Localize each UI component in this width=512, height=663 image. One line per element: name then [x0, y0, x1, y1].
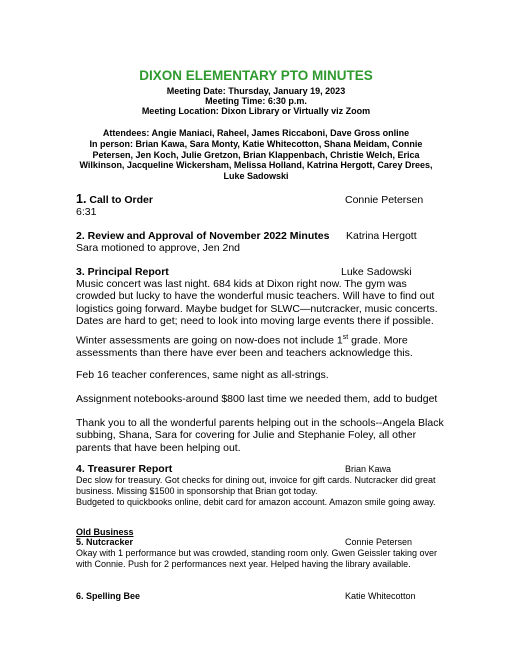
- section-nutcracker-heading: [76, 537, 133, 547]
- principal-paragraph-2: [76, 332, 446, 359]
- nutcracker-body: Okay with 1 performance but was crowded, standing room only. Gwen Geissler taking over with Connie. Push for 2 performances next year. Helped having the library available.: [76, 548, 437, 569]
- attendees-line-1: Attendees: Angie Maniaci, Raheel, James Riccaboni, Dave Gross online: [102, 128, 410, 138]
- section-number: 5: [76, 537, 82, 547]
- attendees-line-2: In person: Brian Kawa, Sara Monty, Katie Whitecotton, Shana Meidam, Connie: [89, 139, 423, 149]
- section-title: . Nutcracker: [81, 537, 134, 547]
- section-call-to-order-heading: [76, 192, 153, 206]
- paragraph-text: grade. More assessments than there have ever been and teachers acknowledge this.: [76, 334, 413, 359]
- spelling-bee-lead: Katie Whitecotton: [345, 591, 416, 601]
- section-spelling-bee-heading: 6. Spelling Bee: [76, 591, 141, 601]
- principal-paragraph-1: Music concert was last night. 684 kids at Dixon right now. The gym was crowded but lucky to have the wonderful music teachers. Will have to find out logistics going forward. Maybe budget for SLWC—nutcracker, music concerts. Dates are hard to get; need to look into moving large events there if possible.: [76, 278, 438, 327]
- meeting-date: Meeting Date: Thursday, January 19, 2023: [166, 86, 346, 96]
- meeting-location: Meeting Location: Dixon Library or Virtually viz Zoom: [141, 106, 371, 116]
- section-review-heading: 2. Review and Approval of November 2022 Minutes: [76, 230, 330, 242]
- principal-paragraph-3: Feb 16 teacher conferences, same night as all-strings.: [76, 369, 329, 381]
- attendees-line-5: Luke Sadowski: [223, 170, 289, 181]
- treasurer-lead: Brian Kawa: [345, 464, 392, 474]
- call-to-order-lead: Connie Petersen: [345, 194, 424, 206]
- attendees-line-3: Petersen, Jen Koch, Julie Gretzon, Brian Klappenbach, Christie Welch, Erica: [92, 149, 420, 160]
- treasurer-paragraph-2: Budgeted to quickbooks online, debit card for amazon account. Amazon smile going away.: [76, 497, 436, 507]
- section-principal-heading: 3. Principal Report: [76, 266, 169, 278]
- document-title: DIXON ELEMENTARY PTO MINUTES: [139, 68, 373, 83]
- principal-paragraph-5: Thank you to all the wonderful parents helping out in the schools--Angela Black subbing, Shana, Sara for covering for Julie and Stephanie Foley, all other parents that have been helping out.: [76, 417, 444, 454]
- section-title: Call to Order: [86, 194, 153, 206]
- review-lead: Katrina Hergott: [346, 230, 417, 242]
- principal-lead: Luke Sadowski: [341, 266, 412, 278]
- old-business-heading: Old Business: [76, 527, 134, 537]
- call-to-order-body: 6:31: [76, 206, 97, 218]
- attendees-line-4: Wilkinson, Jacqueline Wickersham, Melissa Holland, Katrina Hergott, Carey Drees,: [79, 160, 433, 170]
- paragraph-text: Winter assessments are going on now-does not include 1: [76, 334, 343, 347]
- section-treasurer-heading: 4. Treasurer Report: [76, 463, 173, 475]
- meeting-time: Meeting Time: 6:30 p.m.: [205, 96, 307, 106]
- treasurer-paragraph-1: Dec slow for treasury. Got checks for dining out, invoice for gift cards. Nutcracker did great business. Missing $1500 in sponsorship that Brian got today.: [76, 475, 436, 496]
- nutcracker-lead: Connie Petersen: [345, 537, 413, 547]
- principal-paragraph-4: Assignment notebooks-around $800 last time we needed them, add to budget: [76, 393, 438, 405]
- review-body: Sara motioned to approve, Jen 2nd: [76, 242, 241, 254]
- section-number: 1.: [76, 192, 87, 206]
- superscript: st: [342, 334, 349, 341]
